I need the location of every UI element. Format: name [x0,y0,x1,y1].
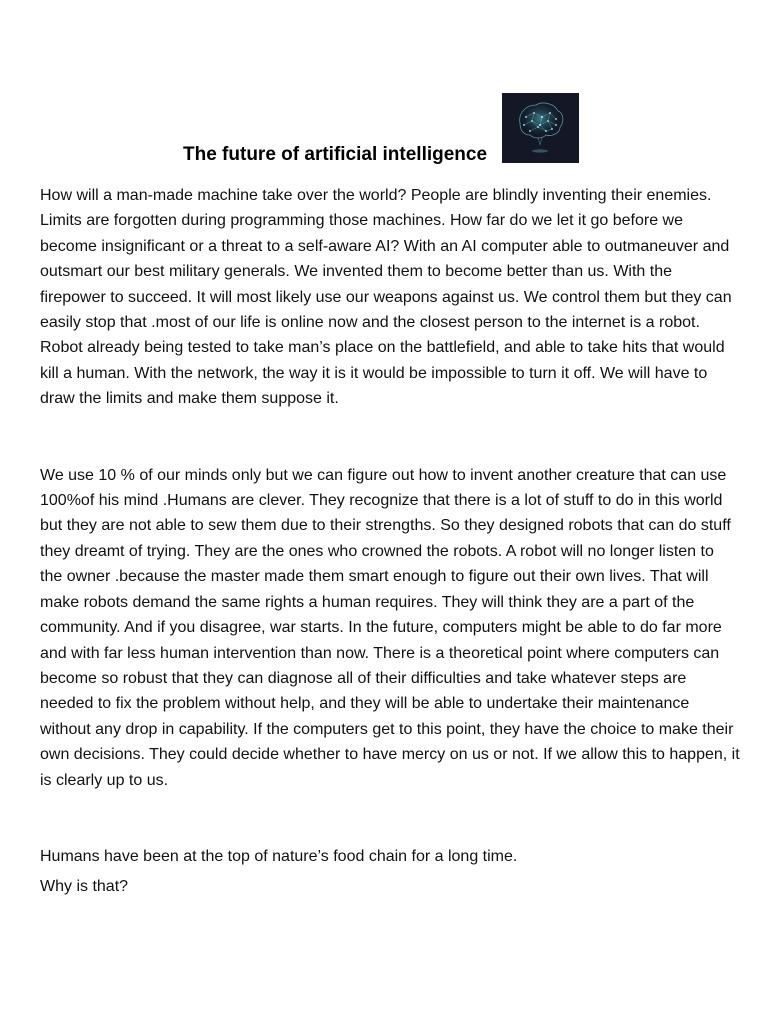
title-row [0,93,768,165]
paragraph-4: Why is that? [40,878,129,896]
document-title: The future of artificial intelligence [183,144,488,165]
brain-network-graphic [502,93,579,163]
paragraph-3: Humans have been at the top of nature’s food chain for a long time. [40,847,518,865]
paragraph-1: How will a man-made machine take over the world? People are blindly inventing their enemies. Limits are forgotten during programming those machines. How far do we let it go before we become insignificant or a threat to a self-aware AI? With an AI computer able to outmaneuver and outsmart our best military generals. We invented them to become better than us. With the firepower to succeed. It will most likely use our weapons against us. We control them but they can easily stop that .most of our life is online now and the closest person to the internet is a robot. Robot already being tested to take man’s place on the battlefield, and able to take hits that would kill a human. With the network, the way it is it would be impossible to turn it off. We will have to draw the limits and make them suppose it. [40,187,732,408]
brain-network-image [502,93,579,163]
paragraph-2: We use 10 % of our minds only but we can figure out how to invent another creature that can use 100%of his mind .Humans are clever. They recognize that there is a lot of stuff to do in this world but they are not able to sew them due to their strengths. So they designed robots that can do stuff they dreamt of trying. They are the ones who crowned the robots. A robot will no longer listen to the owner .because the master made them smart enough to figure out their own lives. That will make robots demand the same rights a human requires. They will think they are a part of the community. And if you disagree, war starts. In the future, computers might be able to do far more and with far less human intervention than now. There is a theoretical point where computers can become so robust that they can diagnose all of their difficulties and take whatever steps are needed to fix the problem without help, and they will be able to undertake their maintenance without any drop in capability. If the computers get to this point, they have the choice to make their own decisions. They could decide whether to have mercy on us or not. If we allow this to happen, it is clearly up to us. [40,466,740,789]
document-body [40,183,740,900]
